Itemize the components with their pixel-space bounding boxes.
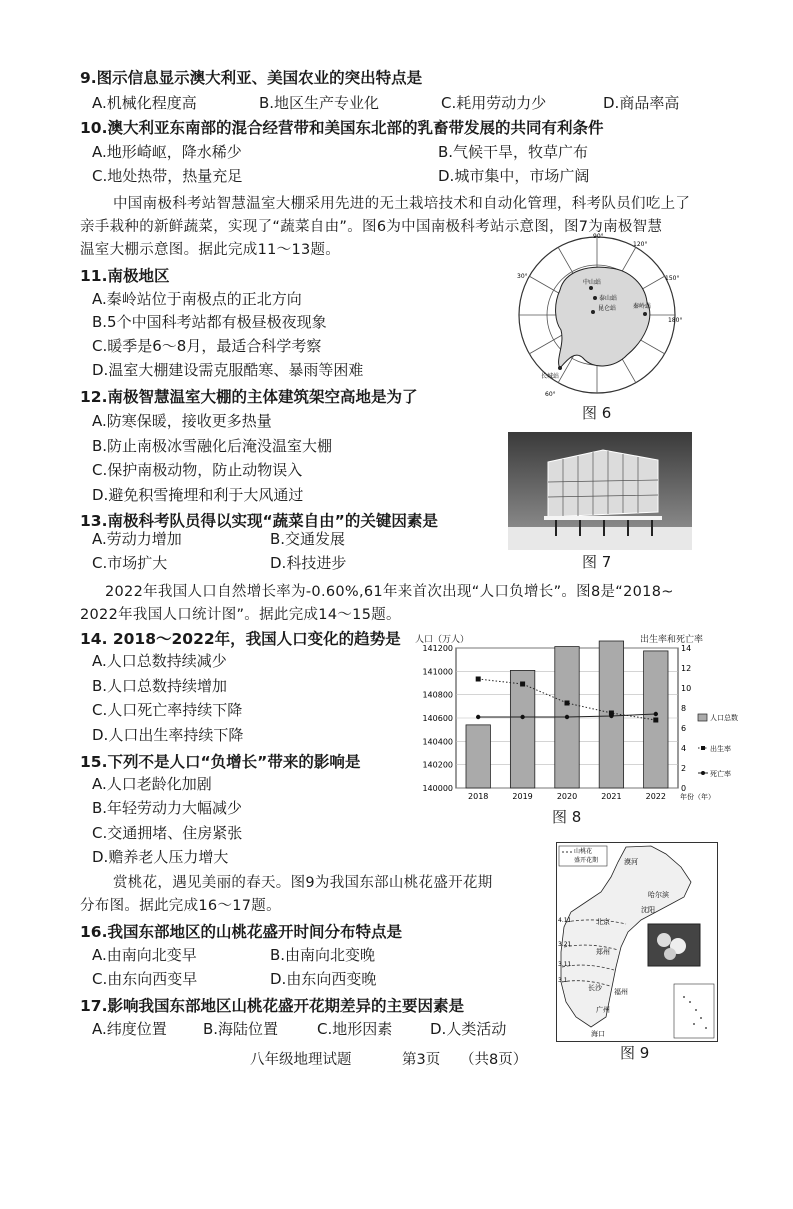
q17-option-b[interactable]: B.海陆位置 [203, 1020, 279, 1038]
q11-stem: 11.南极地区 [80, 267, 170, 285]
x-axis-label: 年份（年） [680, 793, 715, 801]
death-rate-point [476, 715, 480, 719]
left-tick-label: 141000 [422, 667, 453, 677]
q17-option-c[interactable]: C.地形因素 [317, 1020, 393, 1038]
right-tick-label: 0 [681, 784, 687, 793]
birth-rate-point [476, 677, 481, 682]
figure-6-caption: 图 6 [582, 404, 612, 422]
fig6-label-60: 60° [545, 391, 556, 398]
right-tick-label: 10 [681, 684, 692, 693]
fig9-fuzhou: 福州 [614, 988, 628, 996]
fig8-ylabel-right: 出生率和死亡率 [640, 635, 704, 645]
right-tick-label: 6 [681, 724, 687, 733]
q13-option-b[interactable]: B.交通发展 [270, 530, 346, 548]
left-tick-label: 140600 [422, 714, 453, 723]
population-bar [466, 725, 490, 788]
fig9-haikou: 海口 [591, 1030, 605, 1038]
passage3-line2: 分布图。据此完成16～17题。 [80, 898, 281, 914]
south-china-sea-inset [674, 984, 714, 1038]
q13-stem: 13.南极科考队员得以实现“蔬菜自由”的关键因素是 [80, 512, 438, 530]
fig9-date-0: 4.11 [558, 917, 572, 924]
q12-option-b[interactable]: B.防止南极冰雪融化后淹没温室大棚 [92, 437, 333, 455]
q9-option-a[interactable]: A.机械化程度高 [92, 94, 197, 112]
right-tick-label: 12 [681, 664, 692, 673]
q15-option-c[interactable]: C.交通拥堵、住房紧张 [92, 824, 243, 842]
fig9-beijing: 北京 [596, 918, 610, 926]
qinling-station-marker [643, 312, 647, 316]
figure-8-population-chart [408, 640, 748, 808]
fig6-label-120: 120° [633, 241, 648, 248]
x-tick-label: 2022 [645, 792, 666, 801]
figure-8-caption: 图 8 [552, 808, 582, 826]
q16-option-b[interactable]: B.由南向北变晚 [270, 946, 376, 964]
left-tick-label: 140400 [422, 737, 453, 747]
passage1-line2: 亲手栽种的新鲜蔬菜，实现了“蔬菜自由”。图6为中国南极科考站示意图，图7为南极智慧 [80, 219, 663, 235]
birth-rate-point [653, 718, 658, 723]
figure-7-greenhouse-photo [508, 432, 692, 550]
population-bar [510, 670, 534, 788]
passage1-line3: 温室大棚示意图。据此完成11～13题。 [80, 242, 341, 258]
right-tick-label: 14 [681, 644, 692, 653]
passage2-line2: 2022年我国人口统计图”。据此完成14～15题。 [80, 607, 401, 623]
q11-option-a[interactable]: A.秦岭站位于南极点的正北方向 [92, 290, 302, 308]
fig9-changsha: 长沙 [588, 984, 602, 992]
fig6-label-90: 90° [593, 233, 604, 240]
taishan-station-marker [593, 296, 597, 300]
left-tick-label: 140200 [422, 760, 453, 770]
q14-option-b[interactable]: B.人口总数持续增加 [92, 677, 228, 695]
legend-birth-marker [701, 746, 705, 750]
q10-stem: 10.澳大利亚东南部的混合经营带和美国东北部的乳畜带发展的共同有利条件 [80, 119, 604, 137]
q12-option-a[interactable]: A.防寒保暖，接收更多热量 [92, 412, 272, 430]
fig6-qinling: 秦岭站 [633, 303, 652, 310]
fig6-changcheng: 长城站 [541, 373, 560, 380]
q17-option-a[interactable]: A.纬度位置 [92, 1020, 167, 1038]
left-tick-label: 140000 [422, 784, 453, 793]
footer-page: 第3页 [402, 1052, 441, 1068]
figure-9-china-map [556, 842, 718, 1042]
passage3-line1: 赏桃花，遇见美丽的春天。图9为我国东部山桃花盛开花期 [113, 875, 493, 891]
figure-7-caption: 图 7 [582, 553, 612, 571]
death-rate-point [654, 712, 658, 716]
right-tick-label: 2 [681, 764, 687, 773]
q17-option-d[interactable]: D.人类活动 [430, 1020, 507, 1038]
q14-option-c[interactable]: C.人口死亡率持续下降 [92, 701, 243, 719]
q9-option-b[interactable]: B.地区生产专业化 [259, 94, 380, 112]
q15-stem: 15.下列不是人口“负增长”带来的影响是 [80, 753, 361, 771]
q16-option-d[interactable]: D.由东向西变晚 [270, 970, 377, 988]
fig6-zhongshan: 中山站 [583, 279, 602, 286]
legend-pop-label: 人口总数 [710, 714, 738, 722]
fig9-legend-2: 盛开花期 [574, 857, 599, 864]
q9-option-c[interactable]: C.耗用劳动力少 [441, 94, 547, 112]
fig6-taishan: 泰山站 [599, 295, 618, 302]
x-tick-label: 2018 [468, 792, 489, 801]
passage1-line1: 中国南极科考站智慧温室大棚采用先进的无土栽培技术和自动化管理，科考队员们吃上了 [113, 196, 691, 212]
q15-option-a[interactable]: A.人口老龄化加剧 [92, 775, 212, 793]
fig6-kunlun: 昆仑站 [598, 305, 617, 312]
q16-option-c[interactable]: C.由东向西变早 [92, 970, 198, 988]
fig9-date-3: 3.1 [558, 977, 568, 984]
fig6-label-150: 150° [665, 275, 680, 282]
fig9-zhengzhou: 郑州 [596, 948, 610, 956]
q13-option-c[interactable]: C.市场扩大 [92, 554, 168, 572]
zhongshan-station-marker [589, 286, 593, 290]
figure-9-caption: 图 9 [620, 1044, 650, 1062]
legend-death-label: 死亡率 [710, 770, 731, 778]
q15-option-b[interactable]: B.年轻劳动力大幅减少 [92, 799, 243, 817]
figure-6-antarctica-map [505, 230, 690, 400]
legend-birth-label: 出生率 [710, 745, 731, 753]
fig9-shenyang: 沈阳 [641, 906, 655, 914]
death-rate-point [565, 715, 569, 719]
birth-rate-point [520, 682, 525, 687]
birth-rate-point [565, 701, 570, 706]
q11-option-b[interactable]: B.5个中国科考站都有极昼极夜现象 [92, 313, 327, 331]
q12-option-c[interactable]: C.保护南极动物，防止动物误入 [92, 461, 303, 479]
legend-pop-swatch [698, 714, 707, 721]
q15-option-d[interactable]: D.赡养老人压力增大 [92, 848, 229, 866]
q11-option-d[interactable]: D.温室大棚建设需克服酷寒、暴雨等困难 [92, 361, 364, 379]
q10-option-b[interactable]: B.气候干旱，牧草广布 [438, 143, 589, 161]
q12-option-d[interactable]: D.避免积雪掩埋和利于大风通过 [92, 486, 304, 504]
q16-stem: 16.我国东部地区的山桃花盛开时间分布特点是 [80, 923, 402, 941]
changcheng-station-marker [558, 366, 562, 370]
fig6-label-30: 30° [517, 273, 528, 280]
q10-option-a[interactable]: A.地形崎岖，降水稀少 [92, 143, 242, 161]
fig8-ylabel-left: 人口（万人） [415, 635, 470, 645]
x-tick-label: 2020 [556, 792, 578, 801]
q11-option-c[interactable]: C.暖季是6～8月，最适合科学考察 [92, 337, 322, 355]
q12-stem: 12.南极智慧温室大棚的主体建筑架空高地是为了 [80, 388, 418, 406]
q13-option-a[interactable]: A.劳动力增加 [92, 530, 182, 548]
passage2-line1: 2022年我国人口自然增长率为-0.60%,61年来首次出现“人口负增长”。图8是“2018~ [105, 584, 674, 600]
q10-option-c[interactable]: C.地处热带，热量充足 [92, 167, 243, 185]
death-rate-point [520, 715, 524, 719]
fig9-mohe: 漠河 [624, 858, 638, 866]
footer-total: （共8页） [460, 1052, 528, 1068]
q10-option-d[interactable]: D.城市集中，市场广阔 [438, 167, 590, 185]
left-tick-label: 141200 [422, 644, 453, 653]
kunlun-station-marker [591, 310, 595, 314]
q14-option-a[interactable]: A.人口总数持续减少 [92, 652, 227, 670]
left-tick-label: 140800 [422, 690, 453, 700]
q17-stem: 17.影响我国东部地区山桃花盛开花期差异的主要因素是 [80, 997, 464, 1015]
q16-option-a[interactable]: A.由南向北变早 [92, 946, 197, 964]
q9-stem: 9.图示信息显示澳大利亚、美国农业的突出特点是 [80, 69, 423, 87]
right-tick-label: 4 [681, 744, 687, 753]
q14-stem: 14. 2018～2022年，我国人口变化的趋势是 [80, 630, 401, 648]
legend-death-marker [701, 771, 705, 775]
fig9-harbin: 哈尔滨 [648, 891, 669, 899]
fig9-date-2: 3.11 [558, 961, 572, 968]
death-rate-point [609, 714, 613, 718]
fig9-date-1: 3.21 [558, 941, 572, 948]
fig9-guangzhou: 广州 [596, 1006, 610, 1014]
right-tick-label: 8 [681, 704, 687, 713]
fig6-label-180: 180° [668, 317, 683, 324]
q9-option-d[interactable]: D.商品率高 [603, 94, 680, 112]
fig9-legend-1: 山桃花 [574, 848, 593, 855]
x-tick-label: 2019 [512, 792, 533, 801]
q14-option-d[interactable]: D.人口出生率持续下降 [92, 726, 244, 744]
footer-title: 八年级地理试题 [250, 1052, 352, 1068]
q13-option-d[interactable]: D.科技进步 [270, 554, 347, 572]
x-tick-label: 2021 [601, 792, 622, 801]
